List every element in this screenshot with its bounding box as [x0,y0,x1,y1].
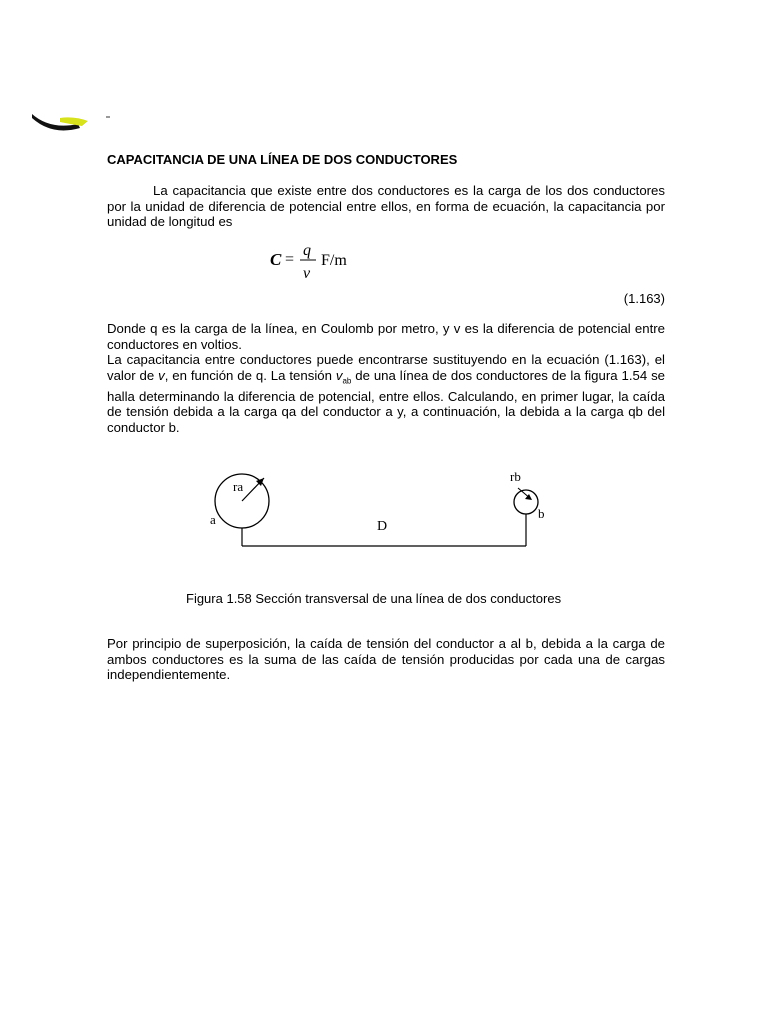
label-a: a [210,512,216,527]
two-conductor-figure [200,462,560,562]
capacitance-formula [270,240,380,285]
var-vab-subscript: ab [342,376,352,386]
publisher-logo [30,112,120,136]
method-text-3: de una línea de dos conductores de la figura 1.54 se halla determinando la diferencia de potencial, entre ellos. Calculando, en primer lugar, la caída de tensión debida a la carga qa del conductor a y, a continuación, la debida a la carga qb del conductor b. [107,367,665,435]
figure-caption: Figura 1.58 Sección transversal de una línea de dos conductores [186,591,562,606]
paragraph-method [107,352,665,435]
label-b: b [538,506,545,521]
method-text-2: , en función de q. La tensión [164,367,336,383]
formula-numerator: q [303,242,311,259]
conductor-b [514,490,538,514]
formula-unit: F/m [321,252,347,269]
equation-number: (1.163) [623,291,665,306]
var-v: v [158,367,165,383]
label-ra: ra [233,479,244,494]
paragraph-superposition: Por principio de superposición, la caída de tensión del conductor a al b, debida a la carga de ambos conductores es la suma de las caída de tensión producidas por cada una de cargas independientemente. [107,636,665,682]
label-D: D [377,519,388,534]
paragraph-intro: La capacitancia que existe entre dos conductores es la carga de los dos conductores por la unidad de diferencia de potencial entre ellos, en forma de ecuación, la capacitancia por unidad de longitud es [107,183,665,229]
method-text-1: La capacitancia entre conductores puede encontrarse sustituyendo en la ecuación (1.163), el valor de [107,352,665,383]
var-vab: v [335,367,343,383]
label-rb: rb [510,469,521,484]
formula-lhs: C [270,250,282,269]
paragraph-definitions: Donde q es la carga de la línea, en Coulomb por metro, y v es la diferencia de potencial entre conductores en voltios. [107,321,665,352]
section-title: CAPACITANCIA DE UNA LÍNEA DE DOS CONDUCTORES [107,152,458,167]
formula-denominator: v [303,265,311,282]
formula-equals: = [285,251,295,268]
